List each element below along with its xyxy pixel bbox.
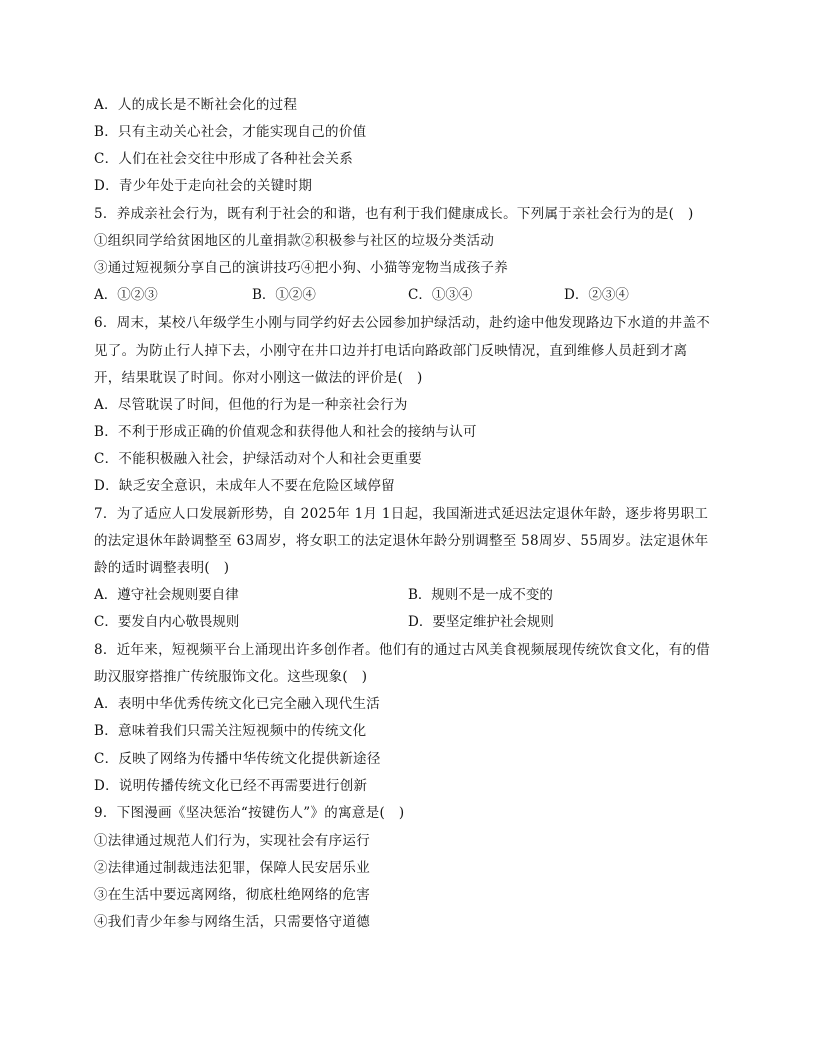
q7-option-c: C．要发自内心敬畏规则: [94, 614, 240, 630]
q4-option-d: D．青少年处于走向社会的关键时期: [94, 178, 313, 194]
q9-item-1: ①法律通过规范人们行为，实现社会有序运行: [94, 833, 370, 849]
q6-option-b: B．不利于形成正确的价值观念和获得他人和社会的接纳与认可: [94, 424, 477, 440]
q7-stem-line-2: 的法定退休年龄调整至 63周岁，将女职工的法定退休年龄分别调整至 58周岁、55周岁。法定退休年: [94, 533, 709, 549]
q6-stem-line-3: 开，结果耽误了时间。你对小刚这一做法的评价是( ): [94, 370, 423, 386]
q5-item-line-2: ③通过短视频分享自己的演讲技巧④把小狗、小猫等宠物当成孩子养: [94, 260, 508, 276]
q8-option-b: B．意味着我们只需关注短视频中的传统文化: [94, 723, 367, 739]
q5-item-line-1: ①组织同学给贫困地区的儿童捐款②积极参与社区的垃圾分类活动: [94, 233, 495, 249]
q6-option-c: C．不能积极融入社会，护绿活动对个人和社会更重要: [94, 451, 423, 467]
q5-option-d: D．②③④: [564, 287, 629, 303]
q8-option-a: A．表明中华优秀传统文化已完全融入现代生活: [94, 696, 381, 712]
q8-option-c: C．反映了网络为传播中华传统文化提供新途径: [94, 751, 381, 767]
q5-option-b: B．①②④: [252, 287, 316, 303]
q7-option-d: D．要坚定维护社会规则: [408, 614, 554, 630]
q7-option-b: B．规则不是一成不变的: [408, 587, 553, 603]
q7-stem-line-1: 7．为了适应人口发展新形势，自 2025年 1月 1日起，我国渐进式延迟法定退休年龄，逐步将男职工: [94, 506, 709, 522]
q5-stem: 5．养成亲社会行为，既有利于社会的和谐，也有利于我们健康成长。下列属于亲社会行为的是( ): [94, 206, 694, 222]
q9-item-4: ④我们青少年参与网络生活，只需要恪守道德: [94, 914, 370, 930]
q8-stem-line-1: 8．近年来，短视频平台上涌现出许多创作者。他们有的通过古风美食视频展现传统饮食文化，有的借: [94, 642, 711, 658]
q7-stem-line-3: 龄的适时调整表明( ): [94, 560, 230, 576]
q9-item-3: ③在生活中要远离网络，彻底杜绝网络的危害: [94, 887, 370, 903]
q7-option-a: A．遵守社会规则要自律: [94, 587, 239, 603]
q6-stem-line-1: 6．周末，某校八年级学生小刚与同学约好去公园参加护绿活动，赴约途中他发现路边下水道的井盖不: [94, 315, 711, 331]
q4-option-b: B．只有主动关心社会，才能实现自己的价值: [94, 124, 367, 140]
q9-stem: 9．下图漫画《坚决惩治“按键伤人”》的寓意是( ): [94, 805, 405, 821]
q6-stem-line-2: 见了。为防止行人掉下去，小刚守在井口边并打电话向路政部门反映情况，直到维修人员赶到才离: [94, 343, 688, 359]
q6-option-d: D．缺乏安全意识，未成年人不要在危险区域停留: [94, 478, 395, 494]
q5-option-c: C．①③④: [408, 287, 473, 303]
q6-option-a: A．尽管耽误了时间，但他的行为是一种亲社会行为: [94, 397, 408, 413]
q8-option-d: D．说明传播传统文化已经不再需要进行创新: [94, 778, 368, 794]
q9-item-2: ②法律通过制裁违法犯罪，保障人民安居乐业: [94, 860, 370, 876]
q8-stem-line-2: 助汉服穿搭推广传统服饰文化。这些现象( ): [94, 669, 368, 685]
q5-option-a: A．①②③: [94, 287, 158, 303]
q4-option-c: C．人们在社会交往中形成了各种社会关系: [94, 151, 354, 167]
q4-option-a: A．人的成长是不断社会化的过程: [94, 97, 298, 113]
